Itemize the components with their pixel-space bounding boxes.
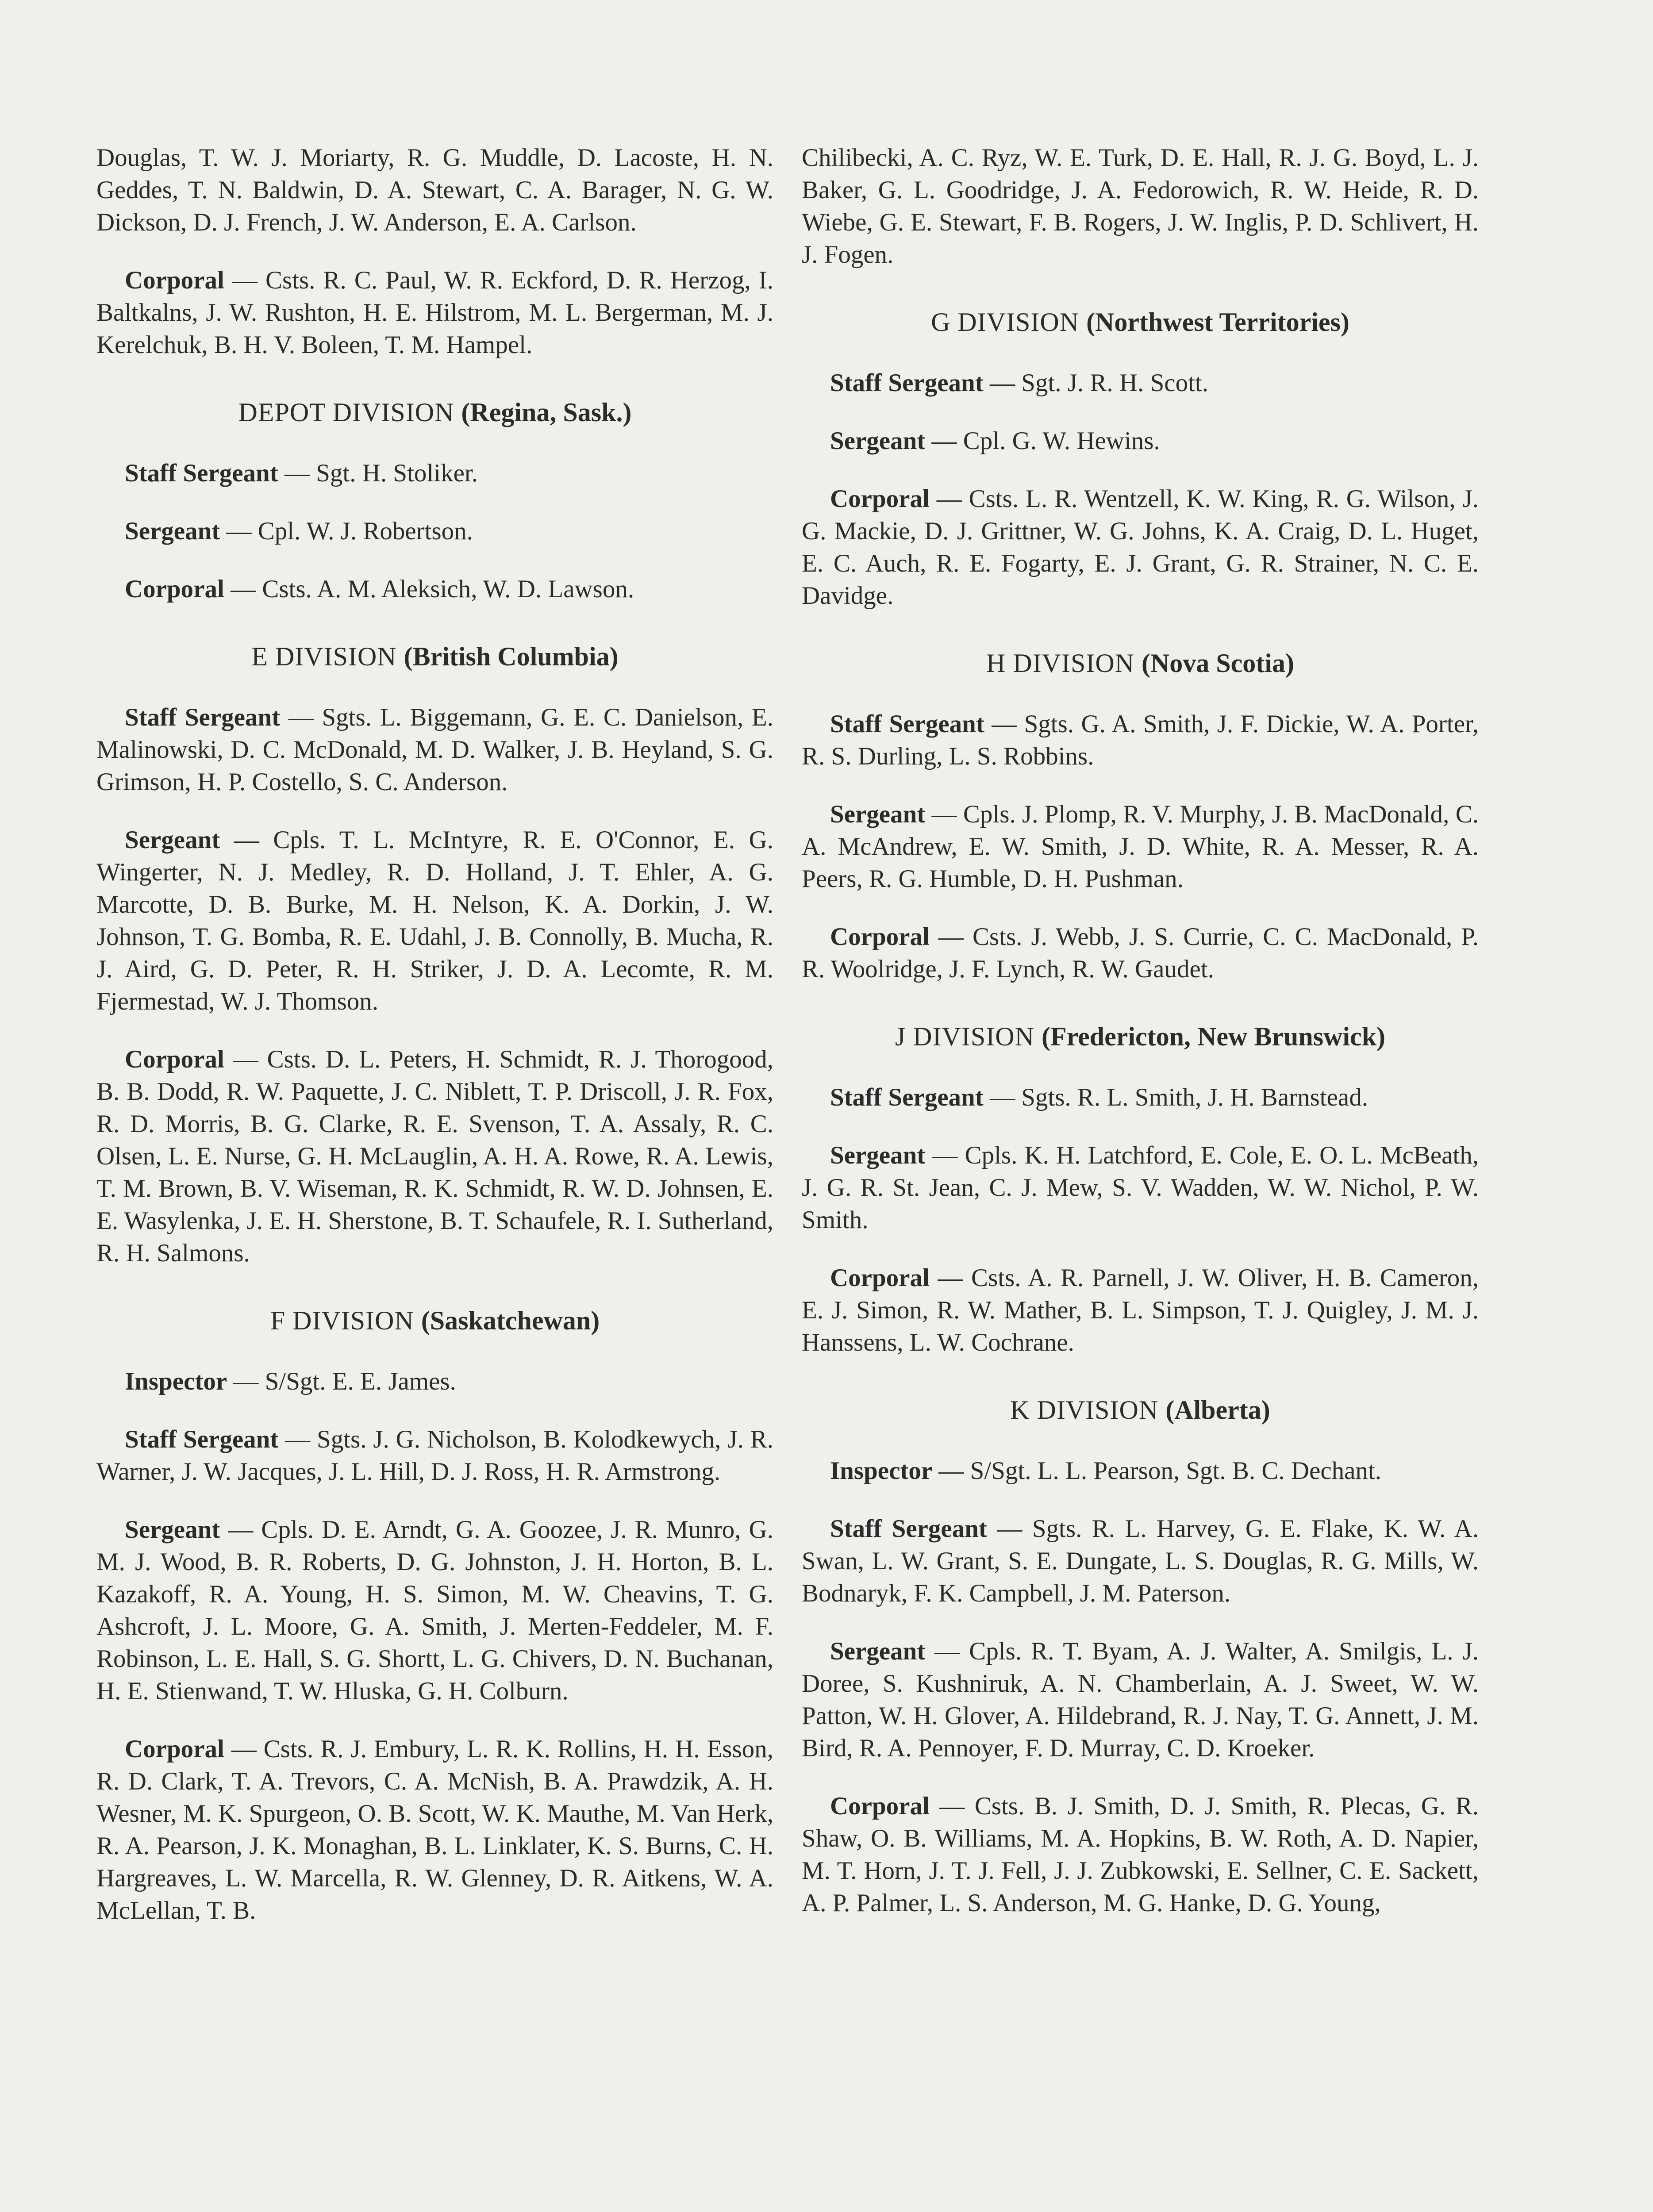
promotion-names: — Csts. R. C. Paul, W. R. Eckford, D. R. Herzog, I. Baltkalns, J. W. Rushton, H. E. Hilstrom, M. L. Bergerman, M. J. Kerelchuk, B. H. V. Boleen, T. M. Hampel. [96, 266, 774, 359]
rank-label: Staff Sergeant [830, 369, 984, 397]
rank-paragraph [96, 1733, 773, 1927]
rank-label: Corporal [125, 266, 224, 294]
rank-label: Staff Sergeant [830, 1515, 987, 1543]
division-heading [96, 1305, 773, 1337]
division-location: (Saskatchewan) [421, 1306, 600, 1335]
continuation-paragraph: Chilibecki, A. C. Ryz, W. E. Turk, D. E. Hall, R. J. G. Boyd, L. J. Baker, G. L. Goodridge, J. A. Fedorowich, R. W. Heide, R. D. Wiebe, G. E. Stewart, F. B. Rogers, J. W. Inglis, P. D. Schlivert, H. J. Fogen. [802, 144, 1479, 269]
promotion-names: — Cpl. G. W. Hewins. [931, 427, 1160, 455]
promotion-names: — Sgts. R. L. Smith, J. H. Barnstead. [989, 1083, 1368, 1111]
promotion-names: — Sgts. J. G. Nicholson, B. Kolodkewych, J. R. Warner, J. W. Jacques, J. L. Hill, D. J. Ross, H. R. Armstrong. [96, 1425, 773, 1486]
rank-label: Corporal [125, 1045, 224, 1073]
rank-label: Sergeant [125, 517, 220, 545]
promotion-names: — Sgts. L. Biggemann, G. E. C. Danielson, E. Malinowski, D. C. McDonald, M. D. Walker, J. B. Heyland, S. G. Grimson, H. P. Costello, S. C. Anderson. [96, 703, 773, 796]
promotion-names: — Sgts. R. L. Harvey, G. E. Flake, K. W. A. Swan, L. W. Grant, S. E. Dungate, L. S. Douglas, R. G. Mills, W. Bodnaryk, F. K. Campbell, J. M. Paterson. [802, 1515, 1479, 1607]
promotion-names: — Csts. D. L. Peters, H. Schmidt, R. J. Thorogood, B. B. Dodd, R. W. Paquette, J. C. Niblett, T. P. Driscoll, J. R. Fox, R. D. Morris, B. G. Clarke, R. E. Svenson, T. A. Assaly, R. C. Olsen, L. E. Nurse, G. H. McLauglin, A. H. A. Rowe, R. A. Lewis, T. M. Brown, B. V. Wiseman, R. K. Schmidt, R. W. D. Johnsen, E. E. Wasylenka, J. E. H. Sherstone, B. T. Schaufele, R. I. Sutherland, R. H. Salmons. [96, 1045, 773, 1267]
promotion-names: — Sgts. G. A. Smith, J. F. Dickie, W. A. Porter, R. S. Durling, L. S. Robbins. [802, 710, 1479, 770]
division-heading [802, 647, 1479, 680]
division-name: J DIVISION [895, 1022, 1034, 1051]
promotion-names: — Cpls. T. L. McIntyre, R. E. O'Connor, E. G. Wingerter, N. J. Medley, R. D. Holland, J. T. Ehler, A. G. Marcotte, D. B. Burke, M. H. Nelson, K. A. Dorkin, J. W. Johnson, T. G. Bomba, R. E. Udahl, J. B. Connolly, B. Mucha, R. J. Aird, G. D. Peter, R. H. Striker, J. D. A. Lecomte, R. M. Fjermestad, W. J. Thomson. [96, 826, 774, 1015]
division-name: F DIVISION [270, 1306, 414, 1335]
promotion-names: — Cpls. D. E. Arndt, G. A. Goozee, J. R. Munro, G. M. J. Wood, B. R. Roberts, D. G. Johnston, J. H. Horton, B. L. Kazakoff, R. A. Young, H. S. Simon, M. W. Cheavins, T. G. Ashcroft, J. L. Moore, G. A. Smith, J. Merten-Feddeler, M. F. Robinson, L. E. Hall, S. G. Shortt, L. G. Chivers, D. N. Buchanan, H. E. Stienwand, T. W. Hluska, G. H. Colburn. [96, 1516, 773, 1705]
promotion-names: — Sgt. J. R. H. Scott. [989, 369, 1209, 397]
division-heading [96, 396, 773, 429]
promotion-names: — Csts. B. J. Smith, D. J. Smith, R. Plecas, G. R. Shaw, O. B. Williams, M. A. Hopkins, B. W. Roth, A. D. Napier, M. T. Horn, J. T. J. Fell, J. J. Zubkowski, E. Sellner, C. E. Sackett, A. P. Palmer, L. S. Anderson, M. G. Hanke, D. G. Young, [802, 1792, 1479, 1917]
rank-paragraph [96, 1423, 773, 1488]
rank-paragraph [802, 367, 1479, 399]
rank-label: Staff Sergeant [125, 703, 281, 731]
rank-label: Sergeant [830, 1141, 926, 1169]
rank-paragraph [802, 1635, 1479, 1764]
division-location: (Northwest Territories) [1086, 307, 1349, 337]
right-column [802, 142, 1479, 1945]
promotion-names: — Cpls. R. T. Byam, A. J. Walter, A. Smilgis, L. J. Doree, S. Kushniruk, A. N. Chamberlain, A. J. Sweet, W. W. Patton, W. H. Glover, A. Hildebrand, R. J. Nay, T. G. Annett, J. M. Bird, R. A. Pennoyer, F. D. Murray, C. D. Kroeker. [802, 1637, 1479, 1762]
promotion-names: — S/Sgt. E. E. James. [233, 1367, 456, 1395]
division-heading [96, 641, 773, 673]
promotion-names: — Sgt. H. Stoliker. [284, 459, 478, 487]
promotion-names: — Csts. R. J. Embury, L. R. K. Rollins, H. H. Esson, R. D. Clark, T. A. Trevors, C. A. McNish, B. A. Prawdzik, A. H. Wesner, M. K. Spurgeon, O. B. Scott, W. K. Mauthe, M. Van Herk, R. A. Pearson, J. K. Monaghan, B. L. Linklater, K. S. Burns, C. H. Hargreaves, L. W. Marcella, R. W. Glenney, D. R. Aitkens, W. A. McLellan, T. B. [96, 1735, 774, 1924]
rank-label: Sergeant [125, 826, 220, 854]
division-name: K DIVISION [1010, 1395, 1159, 1425]
rank-paragraph [96, 457, 773, 489]
division-heading [802, 1021, 1479, 1053]
division-heading [802, 306, 1479, 338]
rank-paragraph [802, 1139, 1479, 1236]
rank-paragraph [802, 798, 1479, 895]
rank-paragraph [96, 573, 773, 605]
promotion-names: — Cpl. W. J. Robertson. [226, 517, 473, 545]
division-location: (Alberta) [1165, 1395, 1270, 1425]
promotion-names: — Cpls. K. H. Latchford, E. Cole, E. O. L. McBeath, J. G. R. St. Jean, C. J. Mew, S. V. Wadden, W. W. Nichol, P. W. Smith. [802, 1141, 1479, 1234]
rank-paragraph [96, 1513, 773, 1707]
promotion-names: — Csts. L. R. Wentzell, K. W. King, R. G. Wilson, J. G. Mackie, D. J. Grittner, W. G. Johns, K. A. Craig, D. L. Huget, E. C. Auch, R. E. Fogarty, E. J. Grant, G. R. Strainer, N. C. E. Davidge. [802, 485, 1479, 610]
rank-label: Sergeant [830, 800, 926, 828]
division-name: H DIVISION [986, 649, 1134, 678]
promotion-names: — Csts. A. M. Aleksich, W. D. Lawson. [231, 575, 634, 603]
rank-label: Sergeant [830, 1637, 926, 1665]
rank-paragraph [96, 824, 773, 1018]
division-location: (Nova Scotia) [1142, 649, 1294, 678]
rank-label: Corporal [125, 1735, 224, 1763]
rank-paragraph [802, 483, 1479, 612]
rank-label: Staff Sergeant [125, 1425, 279, 1453]
division-location: (Fredericton, New Brunswick) [1041, 1022, 1386, 1051]
rank-label: Corporal [830, 485, 930, 513]
promotion-names: — S/Sgt. L. L. Pearson, Sgt. B. C. Dechant. [938, 1457, 1382, 1485]
rank-paragraph [96, 701, 773, 798]
rank-label: Staff Sergeant [830, 1083, 984, 1111]
rank-label: Corporal [830, 1792, 930, 1820]
promotion-names: — Cpls. J. Plomp, R. V. Murphy, J. B. MacDonald, C. A. McAndrew, E. W. Smith, J. D. White, R. A. Messer, R. A. Peers, R. G. Humble, D. H. Pushman. [802, 800, 1479, 893]
promotion-names: — Csts. A. R. Parnell, J. W. Oliver, H. B. Cameron, E. J. Simon, R. W. Mather, B. L. Simpson, T. J. Quigley, J. M. J. Hanssens, L. W. Cochrane. [802, 1264, 1479, 1356]
rank-paragraph [802, 1455, 1479, 1487]
division-name: G DIVISION [931, 307, 1080, 337]
promotion-names: — Csts. J. Webb, J. S. Currie, C. C. MacDonald, P. R. Woolridge, J. F. Lynch, R. W. Gaudet. [802, 923, 1479, 983]
rank-paragraph [96, 515, 773, 547]
rank-paragraph [802, 708, 1479, 772]
rank-label: Inspector [830, 1457, 933, 1485]
rank-paragraph [802, 425, 1479, 457]
rank-label: Staff Sergeant [125, 459, 278, 487]
rank-label: Corporal [125, 575, 224, 603]
rank-paragraph [802, 921, 1479, 985]
rank-label: Corporal [830, 923, 930, 951]
division-location: (British Columbia) [404, 642, 619, 671]
continuation-paragraph: Douglas, T. W. J. Moriarty, R. G. Muddle, D. Lacoste, H. N. Geddes, T. N. Baldwin, D. A. Stewart, C. A. Barager, N. G. W. Dickson, D. J. French, J. W. Anderson, E. A. Carlson. [96, 144, 773, 236]
rank-label: Corporal [830, 1264, 930, 1292]
rank-paragraph [96, 264, 773, 361]
rank-paragraph [96, 1043, 773, 1269]
rank-paragraph [802, 1081, 1479, 1114]
rank-label: Sergeant [830, 427, 926, 455]
rank-label: Staff Sergeant [830, 710, 984, 738]
division-name: DEPOT DIVISION [238, 398, 454, 427]
rank-label: Sergeant [125, 1516, 220, 1544]
rank-paragraph [802, 1790, 1479, 1919]
division-name: E DIVISION [251, 642, 397, 671]
rank-paragraph [802, 1513, 1479, 1609]
rank-label: Inspector [125, 1367, 227, 1395]
rank-paragraph [96, 1365, 773, 1398]
left-column [96, 142, 773, 1952]
division-location: (Regina, Sask.) [461, 398, 632, 427]
division-heading [802, 1394, 1479, 1426]
rank-paragraph [802, 1262, 1479, 1359]
